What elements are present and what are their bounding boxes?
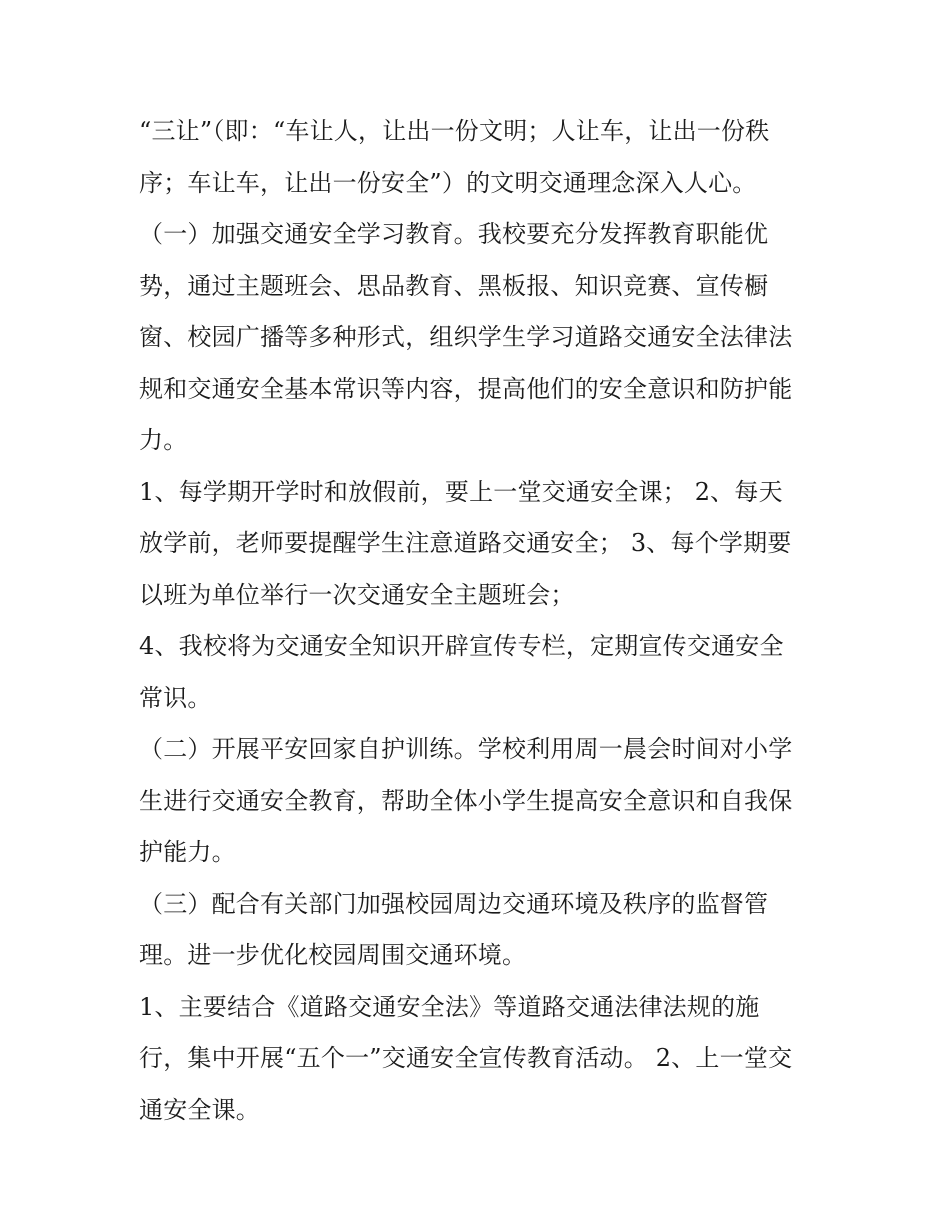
text-line: 理。进一步优化校园周围交通环境。 (139, 941, 527, 969)
text-line: （三）配合有关部门加强校园周边交通环境及秩序的监督管 (139, 889, 769, 918)
text-line: 序；车让车，让出一份安全”）的文明交通理念深入人心。 (139, 168, 757, 197)
text-line: （一）加强交通安全学习教育。我校要充分发挥教育职能优 (139, 220, 769, 248)
text-line: 以班为单位举行一次交通安全主题班会； (139, 580, 575, 609)
text-line: 护能力。 (139, 838, 236, 866)
text-line: 通安全课。 (139, 1095, 260, 1124)
text-line: 行，集中开展“五个一”交通安全宣传教育活动。 2、上一堂交 (139, 1044, 793, 1072)
text-line: 窗、校园广播等多种形式，组织学生学习道路交通安全法律法 (139, 323, 793, 351)
document-body (139, 110, 829, 1140)
text-line: 放学前，老师要提醒学生注意道路交通安全； 3、每个学期要 (139, 529, 792, 557)
text-line: 生进行交通安全教育，帮助全体小学生提高安全意识和自我保 (139, 786, 793, 815)
text-line: 1、主要结合《道路交通安全法》等道路交通法律法规的施 (139, 992, 760, 1021)
text-line: 1、每学期开学时和放假前，要上一堂交通安全课； 2、每天 (139, 477, 783, 506)
text-line: 4、我校将为交通安全知识开辟宣传专栏，定期宣传交通安全 (139, 632, 784, 660)
text-line: 常识。 (139, 683, 212, 712)
text-line: “三让”（即：“车让人，让出一份文明；人让车，让出一份秩 (139, 117, 770, 145)
text-line: （二）开展平安回家自护训练。学校利用周一晨会时间对小学 (139, 735, 793, 763)
text-line: 势，通过主题班会、思品教育、黑板报、知识竞赛、宣传橱 (139, 271, 769, 300)
text-line: 规和交通安全基本常识等内容，提高他们的安全意识和防护能 (139, 374, 793, 403)
text-line: 力。 (139, 426, 188, 454)
